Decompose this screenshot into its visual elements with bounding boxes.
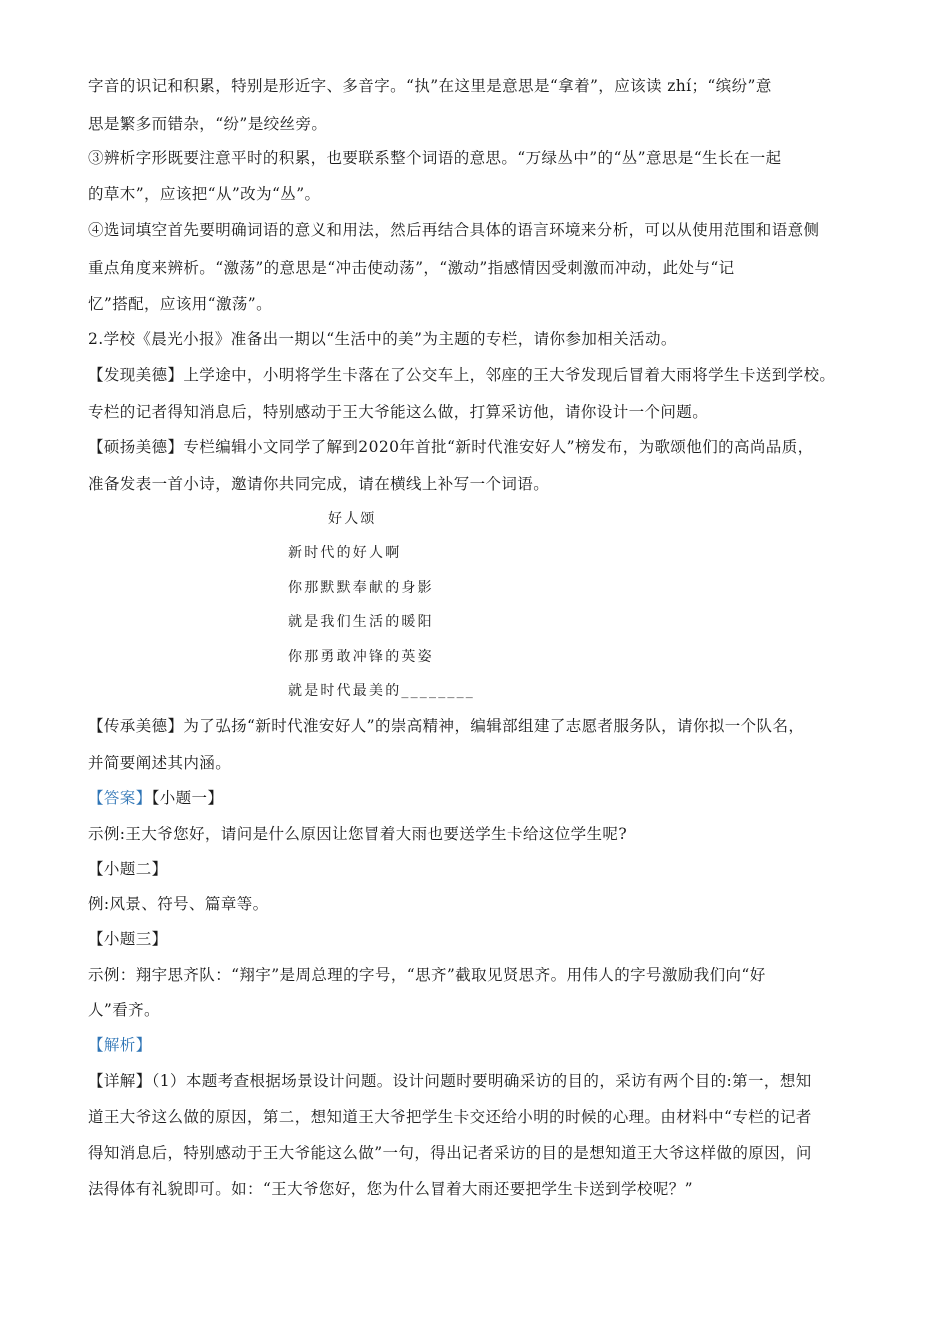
explanation-line: 忆”搭配，应该用“激荡”。 [88,295,272,313]
explanation-line: ④选词填空首先要明确词语的意义和用法，然后再结合具体的语言环境来分析，可以从使用范围和语意侧 [88,221,820,239]
answer-tag: 【答案】 [88,789,152,807]
analysis-line: 【详解】（1）本题考查根据场景设计问题。设计问题时要明确采访的目的，采访有两个目的:第一，想知 [88,1072,812,1090]
question-intro: 2.学校《晨光小报》准备出一期以“生活中的美”为主题的专栏，请你参加相关活动。 [88,330,677,348]
analysis-line: 法得体有礼貌即可。如：“王大爷您好，您为什么冒着大雨还要把学生卡送到学校呢？” [88,1180,693,1198]
explanation-line: 思是繁多而错杂，“纷”是绞丝旁。 [88,115,328,133]
poem-line-blank: 就是时代最美的________ [288,683,475,699]
answer-header [88,787,223,809]
subquestion-3-label: 【小题三】 [88,930,168,948]
answer-2-text: 例:风景、符号、篇章等。 [88,895,269,913]
poem-line: 新时代的好人啊 [288,545,402,561]
poem-line: 你那勇敢冲锋的英姿 [288,649,434,665]
explanation-line: 重点角度来辨析。“激荡”的意思是“冲击使动荡”，“激动”指感情因受刺激而冲动，此处与“记 [88,259,735,277]
poem-title: 好人颂 [328,511,377,527]
answer-3-line: 人”看齐。 [88,1001,160,1019]
question-part2-line: 【硕扬美德】专栏编辑小文同学了解到2020年首批“新时代淮安好人”榜发布，为歌颂他们的高尚品质， [88,438,814,456]
analysis-tag: 【解析】 [88,1036,152,1054]
question-part1-line: 【发现美德】上学途中，小明将学生卡落在了公交车上，邻座的王大爷发现后冒着大雨将学生卡送到学校。 [88,366,836,384]
question-part1-line: 专栏的记者得知消息后，特别感动于王大爷能这么做，打算采访他，请你设计一个问题。 [88,403,709,421]
poem-line: 就是我们生活的暖阳 [288,614,434,630]
question-part2-line: 准备发表一首小诗，邀请你共同完成，请在横线上补写一个词语。 [88,475,550,493]
explanation-line: ③辨析字形既要注意平时的积累，也要联系整个词语的意思。“万绿丛中”的“丛”意思是“生长在一起 [88,149,782,167]
question-part3-line: 并简要阐述其内涵。 [88,754,232,772]
answer-3-line: 示例：翔宇思齐队：“翔宇”是周总理的字号，“思齐”截取见贤思齐。用伟人的字号激励我们向“好 [88,966,766,984]
poem-line: 你那默默奉献的身影 [288,580,434,596]
question-part3-line: 【传承美德】为了弘扬“新时代淮安好人”的崇高精神，编辑部组建了志愿者服务队，请你拟一个队名， [88,717,805,735]
subquestion-1-label: 【小题一】 [151,789,224,807]
subquestion-2-label: 【小题二】 [88,860,168,878]
answer-1-text: 示例:王大爷您好，请问是什么原因让您冒着大雨也要送学生卡给这位学生呢? [88,825,628,843]
explanation-line: 字音的识记和积累，特别是形近字、多音字。“执”在这里是意思是“拿着”，应该读 zhí；“缤纷”意 [88,77,772,95]
analysis-line: 道王大爷这么做的原因，第二，想知道王大爷把学生卡交还给小明的时候的心理。由材料中“专栏的记者 [88,1108,812,1126]
analysis-line: 得知消息后，特别感动于王大爷能这么做”一句，得出记者采访的目的是想知道王大爷这样做的原因，问 [88,1144,812,1162]
explanation-line: 的草木”，应该把“从”改为“丛”。 [88,185,321,203]
